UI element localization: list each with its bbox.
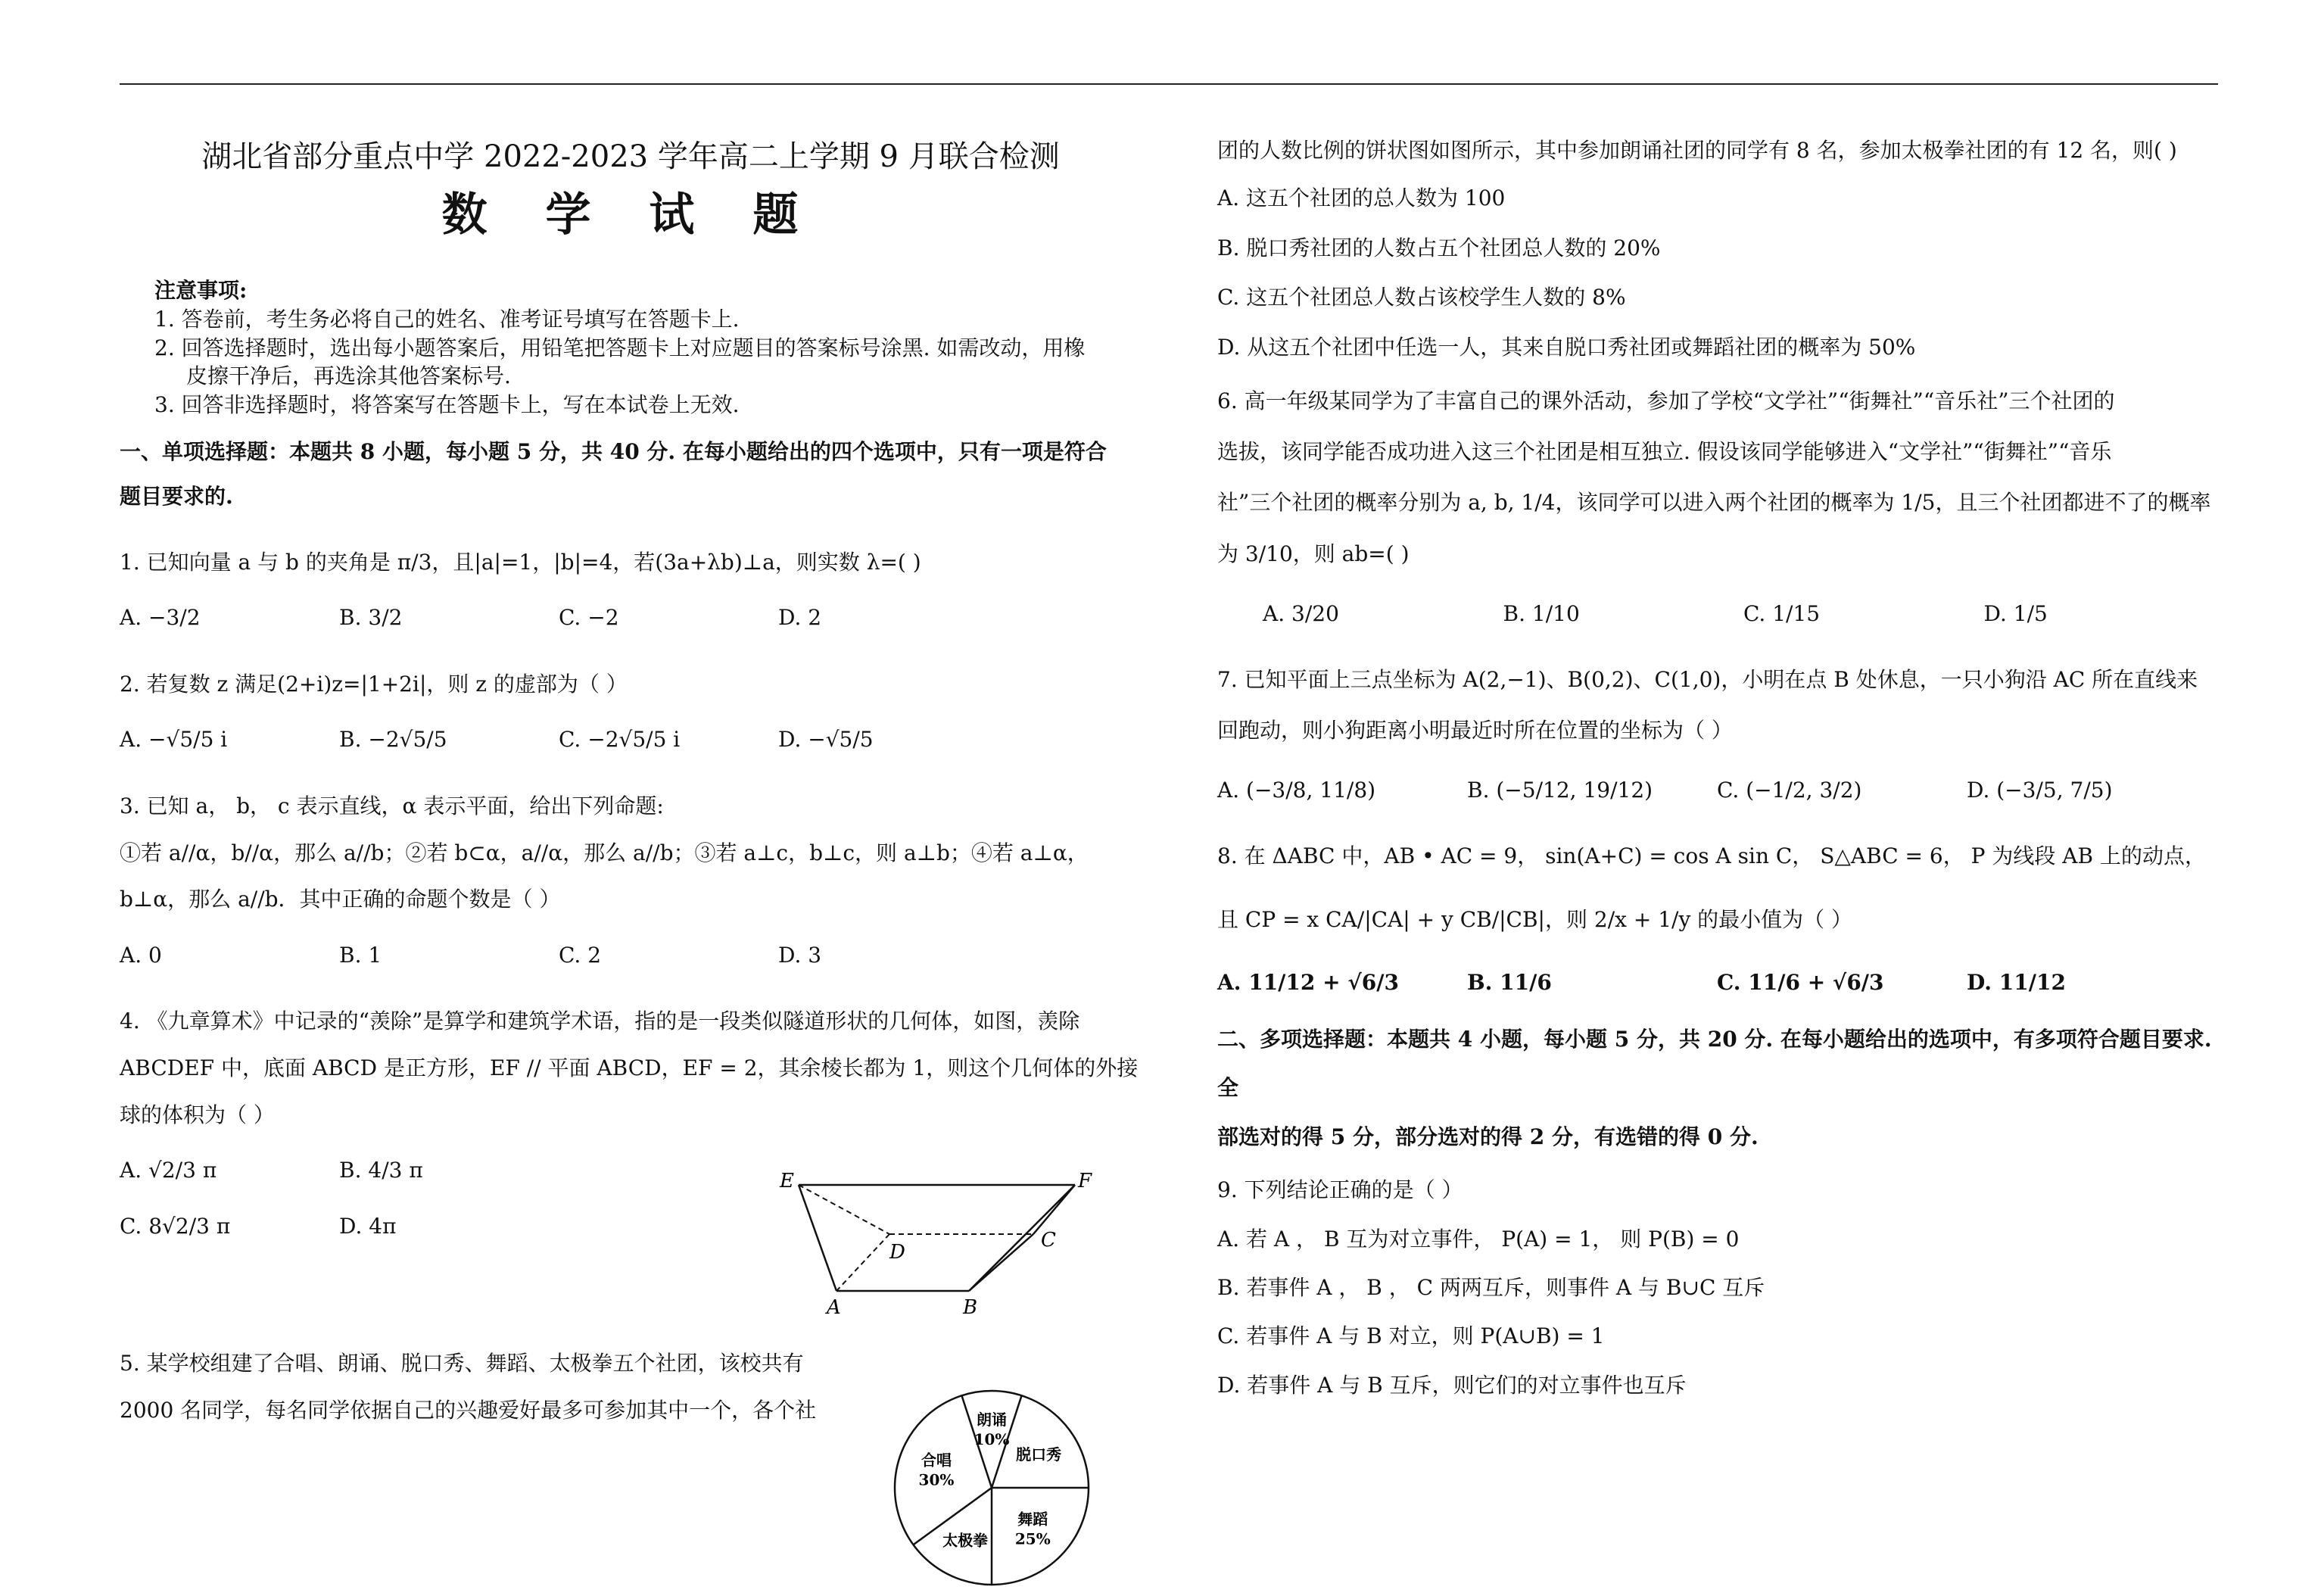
q5-stem-1: 5. 某学校组建了合唱、朗诵、脱口秀、舞蹈、太极拳五个社团，该校共有 bbox=[120, 1351, 804, 1376]
pie-slice-name-0: 朗诵 bbox=[977, 1411, 1007, 1429]
q5-stem-3: 团的人数比例的饼状图如图所示，其中参加朗诵社团的同学有 8 名，参加太极拳社团的有 12 名，则( ) bbox=[1217, 138, 2177, 163]
q3-option-d: D. 3 bbox=[778, 942, 822, 968]
q8-stem-1: 8. 在 ΔABC 中，AB • AC = 9， sin(A+C) = cos A sin C， S△ABC = 6， P 为线段 AB 上的动点， bbox=[1217, 843, 2206, 869]
q9-option-a: A. 若 A ， B 互为对立事件， P(A) = 1， 则 P(B) = 0 bbox=[1217, 1226, 1740, 1252]
notice-item-1: 1. 答卷前，考生务必将自己的姓名、准考证号填写在答题卡上. bbox=[154, 306, 740, 332]
q8-stem-2: 且 CP = x CA/|CA| + y CB/|CB|，则 2/x + 1/y 的最小值为（ ） bbox=[1217, 906, 1853, 932]
q7-stem-2: 回跑动，则小狗距离小明最近时所在位置的坐标为（ ） bbox=[1217, 718, 1733, 744]
q1-option-a: A. −3/2 bbox=[120, 605, 201, 631]
label-c: C bbox=[1041, 1229, 1056, 1252]
notice-item-2-cont: 皮擦干净后，再选涂其他答案标号. bbox=[186, 363, 511, 389]
q1-stem: 1. 已知向量 a 与 b 的夹角是 π/3，且|a|=1，|b|=4，若(3a+λb)⊥a，则实数 λ=( ) bbox=[120, 549, 921, 575]
right-column bbox=[1217, 121, 2224, 1410]
q2-options bbox=[120, 716, 1142, 763]
pie-chart bbox=[878, 1386, 1105, 1590]
notice-item-3: 3. 回答非选择题时，将答案写在答题卡上，写在本试卷上无效. bbox=[154, 392, 740, 418]
pie-slice-name-2: 舞蹈 bbox=[1017, 1510, 1048, 1529]
q6-stem-4: 为 3/10，则 ab=( ) bbox=[1217, 541, 1410, 566]
q3-option-c: C. 2 bbox=[559, 942, 602, 968]
q6-stem-1: 6. 高一年级某同学为了丰富自己的课外活动，参加了学校“文学社”“街舞社”“音乐社”三个社团的 bbox=[1217, 388, 2115, 413]
q5-pie-figure bbox=[878, 1386, 1105, 1590]
q7-options bbox=[1217, 765, 2224, 815]
question-3 bbox=[120, 783, 1142, 978]
q5-options bbox=[1217, 173, 2224, 373]
q8-option-b: B. 11/6 bbox=[1467, 969, 1552, 995]
q3-stem-1: 3. 已知 a， b， c 表示直线，α 表示平面，给出下列命题: bbox=[120, 793, 664, 818]
q6-option-a: A. 3/20 bbox=[1263, 600, 1339, 626]
q9-option-d: D. 若事件 A 与 B 互斥，则它们的对立事件也互斥 bbox=[1217, 1372, 1687, 1398]
q1-options bbox=[120, 594, 1142, 641]
pie-slice-label-4: 30% bbox=[918, 1470, 955, 1489]
label-b: B bbox=[963, 1296, 978, 1317]
q9-stem: 9. 下列结论正确的是（ ） bbox=[1217, 1177, 1463, 1203]
section1-heading bbox=[120, 430, 1142, 519]
q3-option-a: A. 0 bbox=[120, 942, 162, 968]
section1-line1: 一、单项选择题：本题共 8 小题，每小题 5 分，共 40 分. 在每小题给出的四个选项中，只有一项是符合 bbox=[120, 438, 1107, 464]
q1-option-c: C. −2 bbox=[559, 605, 619, 631]
q4-option-b: B. 4/3 π bbox=[339, 1158, 423, 1183]
q2-option-a: A. −√5/5 i bbox=[120, 727, 228, 753]
label-d: D bbox=[889, 1241, 905, 1264]
q4-option-a: A. √2/3 π bbox=[120, 1158, 217, 1183]
q8-option-a: A. 11/12 + √6/3 bbox=[1217, 969, 1399, 995]
q9-option-c: C. 若事件 A 与 B 对立，则 P(A∪B) = 1 bbox=[1217, 1323, 1605, 1349]
q4-stem-2: ABCDEF 中，底面 ABCD 是正方形，EF // 平面 ABCD，EF = 2，其余棱长都为 1，则这个几何体的外接 bbox=[120, 1055, 1139, 1080]
question-9 bbox=[1217, 1166, 2224, 1410]
section2-heading bbox=[1217, 1015, 2224, 1161]
q7-option-c: C. (−1/2, 3/2) bbox=[1717, 778, 1862, 803]
q1-option-d: D. 2 bbox=[778, 605, 822, 631]
q7-stem-1: 7. 已知平面上三点坐标为 A(2,−1)、B(0,2)、C(1,0)，小明在点 B 处休息，一只小狗沿 AC 所在直线来 bbox=[1217, 666, 2198, 692]
q3-option-b: B. 1 bbox=[339, 942, 382, 968]
subject-title: 数 学 试 题 bbox=[441, 189, 820, 242]
label-a: A bbox=[827, 1296, 841, 1317]
question-5-part1 bbox=[120, 1340, 846, 1433]
q6-option-d: D. 1/5 bbox=[1983, 600, 2048, 626]
pie-slice-label-2: 25% bbox=[1014, 1529, 1051, 1548]
q3-stem-2: ①若 a//α，b//α，那么 a//b；②若 b⊂α，a//α，那么 a//b；③若 a⊥c，b⊥c，则 a⊥b；④若 a⊥α， bbox=[120, 840, 1089, 865]
q4-option-c: C. 8√2/3 π bbox=[120, 1213, 231, 1239]
question-1 bbox=[120, 539, 1142, 641]
q2-option-b: B. −2√5/5 bbox=[339, 727, 447, 753]
pie-slice-name-1: 脱口秀 bbox=[1016, 1445, 1062, 1464]
q5-option-d: D. 从这五个社团中任选一人，其来自脱口秀社团或舞蹈社团的概率为 50% bbox=[1217, 335, 1916, 360]
q4-figure bbox=[772, 1166, 1098, 1317]
q7-option-d: D. (−3/5, 7/5) bbox=[1967, 778, 2113, 803]
section1-line2: 题目要求的. bbox=[120, 483, 233, 509]
q5-option-c: C. 这五个社团总人数占该校学生人数的 8% bbox=[1217, 285, 1626, 310]
q8-option-c: C. 11/6 + √6/3 bbox=[1717, 969, 1884, 995]
q2-option-c: C. −2√5/5 i bbox=[559, 727, 681, 753]
q4-stem-3: 球的体积为（ ） bbox=[120, 1102, 275, 1127]
pie-slice-name-3: 太极拳 bbox=[942, 1531, 989, 1550]
q2-stem: 2. 若复数 z 满足(2+i)z=|1+2i|，则 z 的虚部为（ ） bbox=[120, 671, 628, 697]
q6-options bbox=[1263, 588, 2224, 639]
q2-option-d: D. −√5/5 bbox=[778, 727, 874, 753]
exam-title: 湖北省部分重点中学 2022-2023 学年高二上学期 9 月联合检测 bbox=[201, 139, 1060, 174]
question-7 bbox=[1217, 654, 2224, 816]
q4-option-d: D. 4π bbox=[339, 1213, 397, 1239]
q8-option-d: D. 11/12 bbox=[1967, 969, 2066, 995]
q8-options bbox=[1217, 957, 2224, 1008]
q6-option-b: B. 1/10 bbox=[1503, 600, 1580, 626]
section2-line1: 二、多项选择题：本题共 4 小题，每小题 5 分，共 20 分. 在每小题给出的选项中，有多项符合题目要求. 全 bbox=[1217, 1027, 2212, 1101]
frustum-diagram bbox=[772, 1166, 1098, 1317]
q5-option-a: A. 这五个社团的总人数为 100 bbox=[1217, 185, 1506, 210]
question-6 bbox=[1217, 376, 2224, 639]
q7-option-a: A. (−3/8, 11/8) bbox=[1217, 778, 1376, 803]
q6-option-c: C. 1/15 bbox=[1743, 600, 1821, 626]
q3-stem-3: b⊥α，那么 a//b．其中正确的命题个数是（ ） bbox=[120, 887, 561, 912]
pie-slice-name-4: 合唱 bbox=[921, 1451, 952, 1470]
top-rule bbox=[120, 83, 2218, 85]
q7-option-b: B. (−5/12, 19/12) bbox=[1467, 778, 1653, 803]
section2-line2: 部选对的得 5 分，部分选对的得 2 分，有选错的得 0 分. bbox=[1217, 1124, 1759, 1149]
pie-slice-label-0: 10% bbox=[974, 1430, 1010, 1449]
q6-stem-3: 社”三个社团的概率分别为 a, b, 1/4，该同学可以进入两个社团的概率为 1/5，且三个社团都进不了的概率 bbox=[1217, 490, 2211, 516]
label-e: E bbox=[780, 1170, 794, 1192]
label-f: F bbox=[1078, 1170, 1092, 1192]
notice-item-2: 2. 回答选择题时，选出每小题答案后，用铅笔把答题卡上对应题目的答案标号涂黑. 如需改动，用橡 bbox=[154, 335, 1086, 360]
q1-option-b: B. 3/2 bbox=[339, 605, 403, 631]
q3-options bbox=[120, 932, 1142, 979]
q9-option-b: B. 若事件 A ， B ， C 两两互斥，则事件 A 与 B∪C 互斥 bbox=[1217, 1275, 1765, 1300]
q5-stem-2: 2000 名同学，每名同学依据自己的兴趣爱好最多可参加其中一个，各个社 bbox=[120, 1397, 817, 1423]
q4-stem-1: 4. 《九章算术》中记录的“羡除”是算学和建筑学术语，指的是一段类似隧道形状的几何体，如图，羡除 bbox=[120, 1008, 1080, 1034]
q5-option-b: B. 脱口秀社团的人数占五个社团总人数的 20% bbox=[1217, 235, 1661, 260]
question-8 bbox=[1217, 831, 2224, 1008]
notice-heading: 注意事项: bbox=[154, 278, 248, 303]
q6-stem-2: 选拔，该同学能否成功进入这三个社团是相互独立. 假设该同学能够进入“文学社”“街舞社”“音乐 bbox=[1217, 439, 2112, 465]
question-2 bbox=[120, 661, 1142, 763]
